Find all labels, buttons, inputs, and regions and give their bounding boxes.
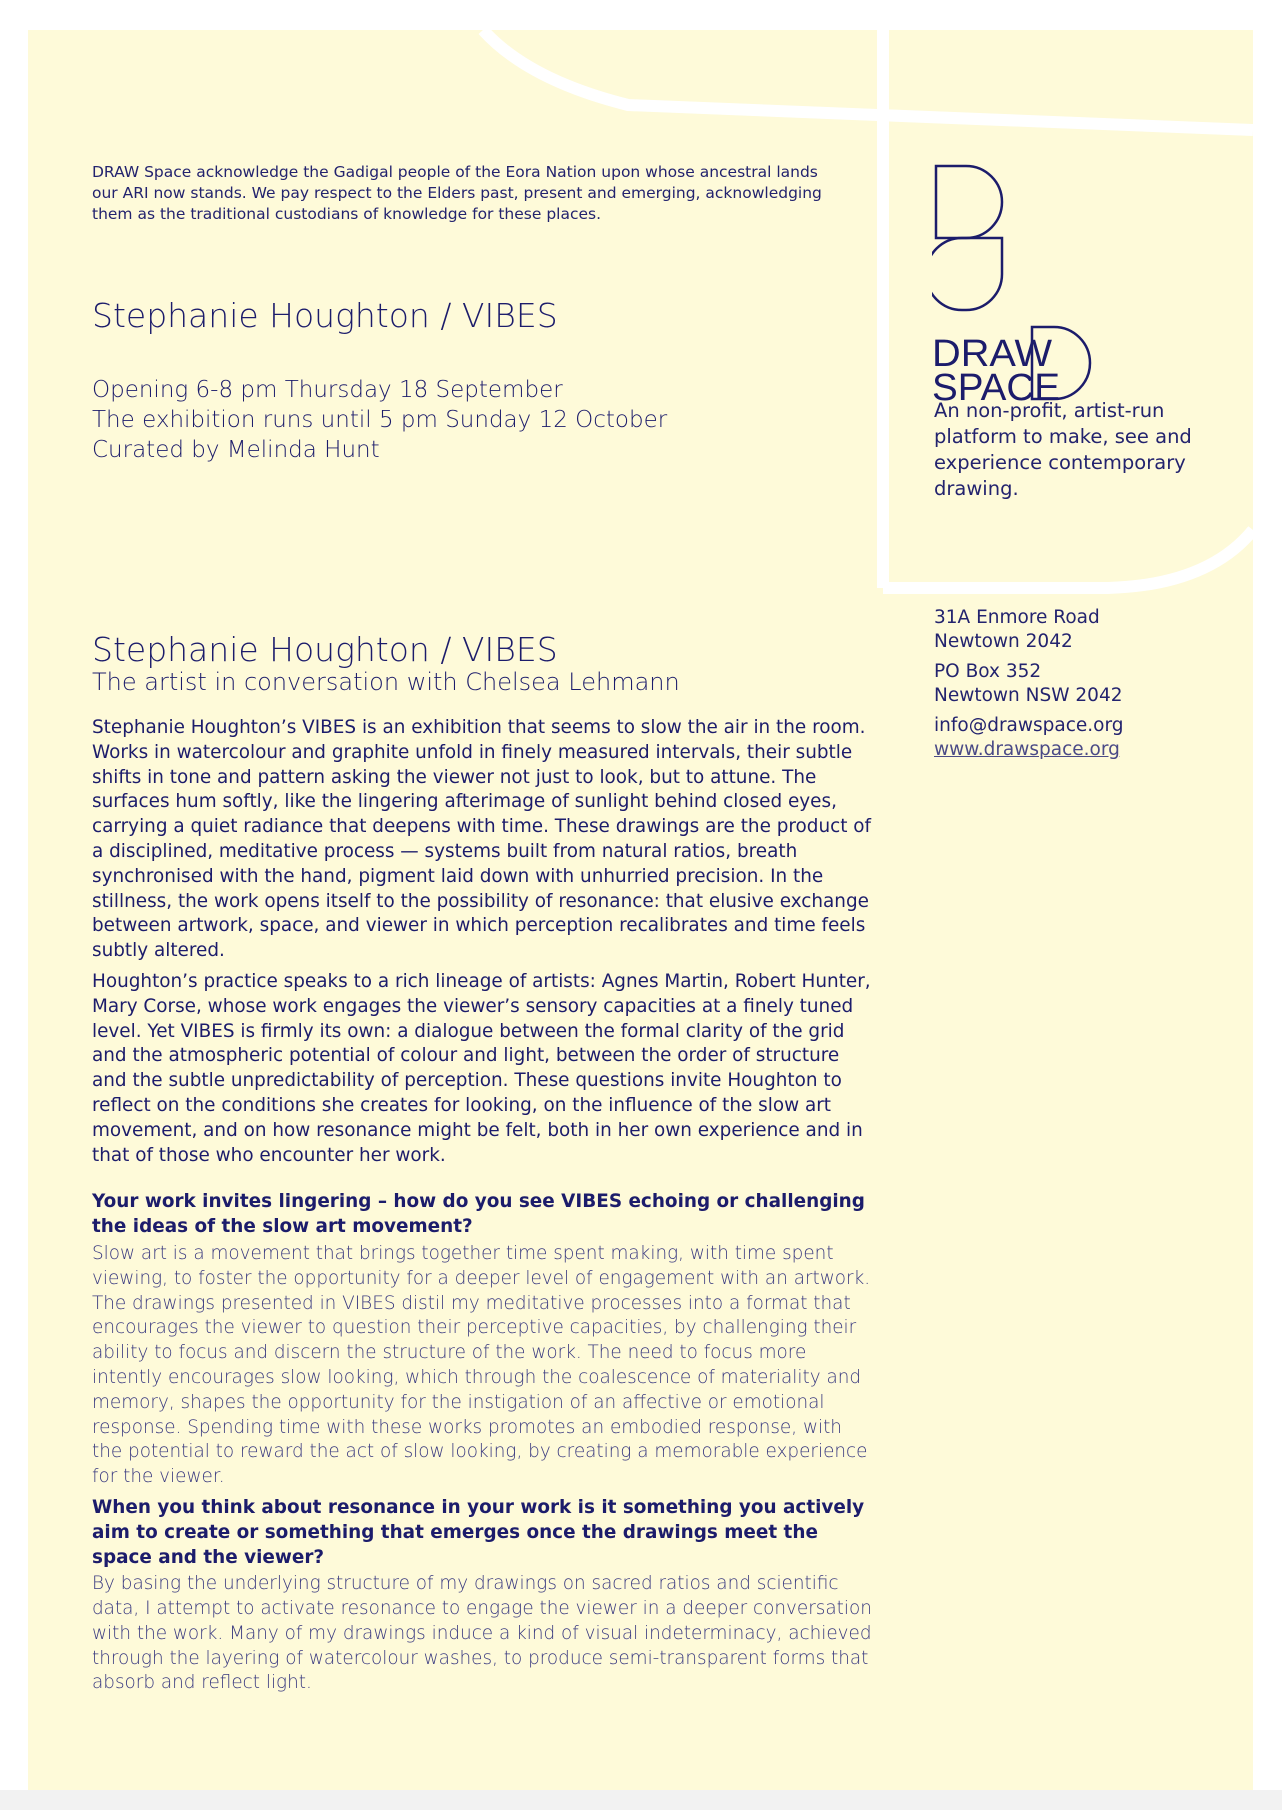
interview-question-2: When you think about resonance in your work is it something you actively aim to create or something that emerges once the drawings meet the space and the viewer?: [92, 1496, 865, 1568]
exhibition-opening: Opening 6-8 pm Thursday 18 September: [92, 377, 563, 403]
logo-letter-d-2: [932, 238, 1002, 310]
deco-lower-curve: [883, 530, 1253, 588]
exhibition-runs: The exhibition runs until 5 pm Sunday 12 October: [92, 407, 668, 433]
logo-text-draw: DRAW: [932, 333, 1053, 375]
article-title: Stephanie Houghton / VIBES: [92, 630, 558, 669]
article-body: [92, 716, 872, 1702]
contact-suburb: Newtown 2042: [934, 631, 1073, 652]
contact-street: 31A Enmore Road: [934, 607, 1100, 628]
logo-letter-d-1: [936, 166, 1002, 238]
exhibition-title: Stephanie Houghton / VIBES: [92, 296, 558, 335]
logo-text-space: SPACE: [932, 367, 1060, 402]
acknowledgement-text: DRAW Space acknowledge the Gadigal people of the Eora Nation upon whose ancestral lands our ARI now stands. We pay respect to the Elders past, present and emerging, acknowledging them as the traditional custodians of knowledge for these places.: [92, 163, 822, 223]
article-intro-paragraph-2: Houghton’s practice speaks to a rich lineage of artists: Agnes Martin, Robert Hunter, Mary Corse, whose work engages the viewer’s sensory capacities at a finely tuned level. Yet VIBES is firmly its own: a dialogue between the formal clarity of the grid and the atmospheric potential of colour and light, between the order of structure and the subtle unpredictability of perception. These questions invite Houghton to reflect on the conditions she creates for looking, on the influence of the slow art movement, and on how resonance might be felt, both in her own experience and in that of those who encounter her work.: [92, 970, 871, 1166]
exhibition-details: [92, 375, 667, 465]
contact-block: [934, 606, 1124, 768]
website-link[interactable]: www.drawspace.org: [934, 739, 1120, 760]
interview-question-1: Your work invites lingering – how do you see VIBES echoing or challenging the ideas of the slow art movement?: [92, 1191, 865, 1238]
page-bottom-margin: [0, 1790, 1282, 1810]
interview-answer-1: Slow art is a movement that brings together time spent making, with time spent viewing, to foster the opportunity for a deeper level of engagement with an artwork. The drawings presented in VIBES distil my meditative processes into a format that encourages the viewer to question their perceptive capacities, by challenging their ability to focus and discern the structure of the work. The need to focus more intently encourages slow looking, which through the coalescence of materiality and memory, shapes the opportunity for the instigation of an affective or emotional response. Spending time with these works promotes an embodied response, with the potential to reward the act of slow looking, by creating a memorable experience for the viewer.: [92, 1242, 871, 1488]
interview-answer-2: By basing the underlying structure of my drawings on sacred ratios and scientific data, I attempt to activate resonance to engage the viewer in a deeper conversation with the work. Many of my drawings induce a kind of visual indeterminacy, achieved through the layering of watercolour washes, to produce semi-transparent forms that absorb and reflect light.: [92, 1573, 872, 1694]
deco-arc-top: [483, 30, 1253, 130]
contact-po-suburb: Newtown NSW 2042: [934, 685, 1123, 706]
article-subtitle: The artist in conversation with Chelsea Lehmann: [92, 668, 680, 696]
document-page: [28, 30, 1253, 1790]
draw-space-logo: [932, 162, 1172, 402]
contact-email[interactable]: info@drawspace.org: [934, 715, 1124, 736]
article-intro-paragraph-1: Stephanie Houghton’s VIBES is an exhibition that seems to slow the air in the room. Works in watercolour and graphite unfold in finely measured intervals, their subtle shifts in tone and pattern asking the viewer not just to look, but to attune. The surfaces hum softly, like the lingering afterimage of sunlight behind closed eyes, carrying a quiet radiance that deepens with time. These drawings are the product of a disciplined, meditative process — systems built from natural ratios, breath synchronised with the hand, pigment laid down with unhurried precision. In the stillness, the work opens itself to the possibility of resonance: that elusive exchange between artwork, space, and viewer in which perception recalibrates and time feels subtly altered.: [92, 717, 872, 962]
exhibition-curator: Curated by Melinda Hunt: [92, 437, 380, 463]
contact-po-box: PO Box 352: [934, 661, 1042, 682]
tagline: An non-profit, artist-run platform to make, see and experience contemporary drawing.: [934, 399, 1192, 500]
